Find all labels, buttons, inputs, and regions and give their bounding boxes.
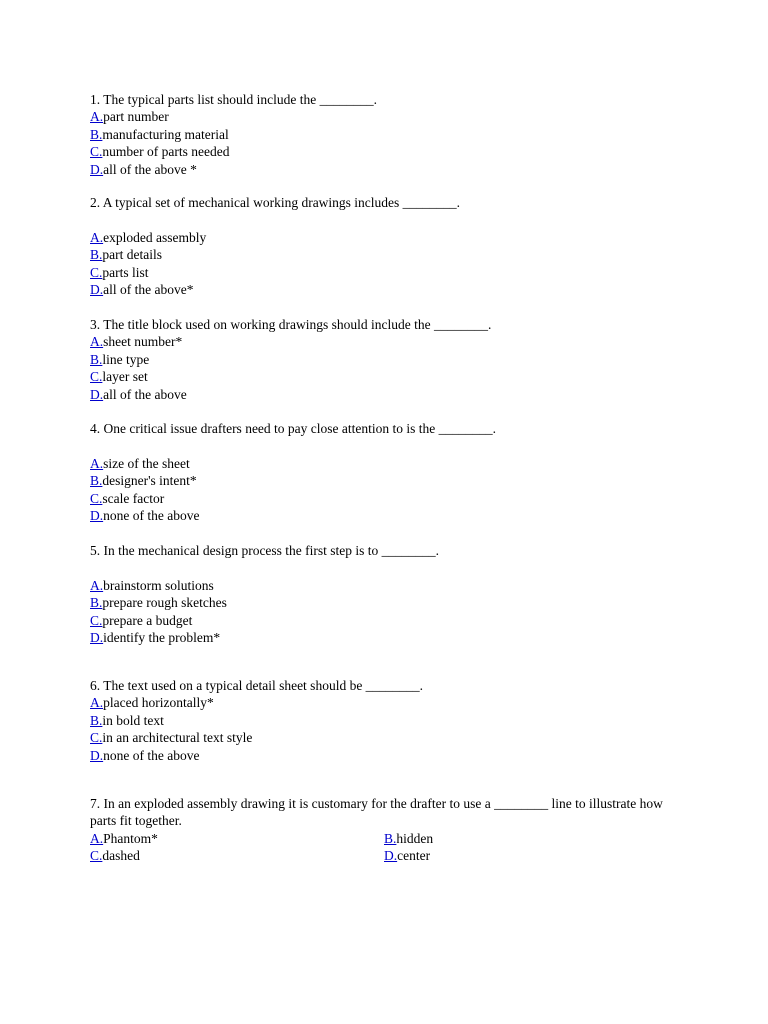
option-letter-link[interactable]: D. bbox=[90, 386, 104, 402]
option-a bbox=[90, 577, 690, 594]
option-d bbox=[90, 281, 690, 298]
option-text: exploded assembly bbox=[103, 229, 207, 245]
option-text: center bbox=[397, 848, 431, 864]
question-2 bbox=[90, 194, 690, 298]
option-c bbox=[90, 612, 690, 629]
option-d bbox=[90, 629, 690, 646]
option-c bbox=[90, 143, 690, 160]
option-b bbox=[90, 472, 690, 489]
option-text: size of the sheet bbox=[103, 455, 190, 471]
option-d bbox=[90, 747, 690, 764]
option-a bbox=[90, 455, 690, 472]
question-stem: 3. The title block used on working drawings should include the ________. bbox=[90, 317, 492, 332]
question-6 bbox=[90, 677, 690, 764]
option-text: part details bbox=[102, 247, 162, 263]
option-letter-link[interactable]: A. bbox=[90, 577, 104, 593]
option-text: part number bbox=[103, 109, 169, 125]
question-stem: 5. In the mechanical design process the first step is to ________. bbox=[90, 543, 440, 558]
option-b bbox=[90, 351, 690, 368]
question-stem: 7. In an exploded assembly drawing it is customary for the drafter to use a ________ line to illustrate how parts fit together. bbox=[90, 796, 663, 829]
option-c bbox=[90, 264, 690, 281]
option-a bbox=[90, 333, 690, 350]
option-letter-link[interactable]: A. bbox=[90, 229, 104, 245]
question-5 bbox=[90, 542, 690, 646]
option-d bbox=[90, 161, 690, 178]
question-stem: 4. One critical issue drafters need to pay close attention to is the ________. bbox=[90, 421, 497, 436]
option-letter-link[interactable]: B. bbox=[90, 351, 103, 367]
option-a bbox=[90, 229, 690, 246]
option-c bbox=[90, 368, 690, 385]
option-text: hidden bbox=[396, 830, 434, 846]
option-b bbox=[90, 712, 690, 729]
option-letter-link[interactable]: C. bbox=[90, 144, 103, 160]
option-letter-link[interactable]: D. bbox=[384, 848, 398, 864]
option-d bbox=[90, 386, 690, 403]
option-b bbox=[90, 594, 690, 611]
option-letter-link[interactable]: B. bbox=[90, 473, 103, 489]
option-text: in bold text bbox=[102, 712, 164, 728]
option-d bbox=[90, 507, 690, 524]
option-letter-link[interactable]: A. bbox=[90, 334, 104, 350]
option-text: in an architectural text style bbox=[102, 730, 253, 746]
option-text: identify the problem* bbox=[103, 629, 221, 645]
option-letter-link[interactable]: B. bbox=[90, 595, 103, 611]
options-grid bbox=[90, 830, 670, 865]
option-text: all of the above * bbox=[103, 161, 197, 177]
option-letter-link[interactable]: C. bbox=[90, 369, 103, 385]
option-c bbox=[90, 847, 384, 864]
option-text: brainstorm solutions bbox=[103, 577, 214, 593]
option-letter-link[interactable]: D. bbox=[90, 747, 104, 763]
option-d bbox=[384, 847, 678, 864]
option-text: parts list bbox=[102, 264, 149, 280]
option-letter-link[interactable]: D. bbox=[90, 629, 104, 645]
option-text: all of the above bbox=[103, 386, 187, 402]
option-a bbox=[90, 830, 384, 847]
option-letter-link[interactable]: A. bbox=[90, 830, 104, 846]
option-a bbox=[90, 694, 690, 711]
option-letter-link[interactable]: B. bbox=[90, 247, 103, 263]
question-4 bbox=[90, 420, 690, 524]
option-letter-link[interactable]: D. bbox=[90, 281, 104, 297]
option-text: layer set bbox=[102, 369, 148, 385]
question-stem: 6. The text used on a typical detail sheet should be ________. bbox=[90, 678, 424, 693]
option-text: line type bbox=[102, 351, 150, 367]
option-letter-link[interactable]: B. bbox=[384, 830, 397, 846]
option-letter-link[interactable]: D. bbox=[90, 507, 104, 523]
blank-line bbox=[90, 559, 690, 576]
option-text: Phantom* bbox=[103, 830, 158, 846]
blank-line bbox=[90, 211, 690, 228]
option-letter-link[interactable]: D. bbox=[90, 161, 104, 177]
option-a bbox=[90, 108, 690, 125]
option-text: designer's intent* bbox=[102, 473, 197, 489]
option-letter-link[interactable]: A. bbox=[90, 455, 104, 471]
option-text: sheet number* bbox=[103, 334, 183, 350]
option-text: number of parts needed bbox=[102, 144, 230, 160]
option-b bbox=[384, 830, 678, 847]
option-c bbox=[90, 490, 690, 507]
option-text: all of the above* bbox=[103, 281, 194, 297]
blank-line bbox=[90, 437, 690, 454]
option-text: placed horizontally* bbox=[103, 695, 214, 711]
option-letter-link[interactable]: B. bbox=[90, 712, 103, 728]
option-letter-link[interactable]: C. bbox=[90, 730, 103, 746]
option-letter-link[interactable]: A. bbox=[90, 695, 104, 711]
option-text: none of the above bbox=[103, 747, 200, 763]
option-text: scale factor bbox=[102, 490, 165, 506]
option-text: manufacturing material bbox=[102, 126, 229, 142]
option-letter-link[interactable]: A. bbox=[90, 109, 104, 125]
option-letter-link[interactable]: C. bbox=[90, 848, 103, 864]
option-text: none of the above bbox=[103, 507, 200, 523]
option-text: prepare rough sketches bbox=[102, 595, 227, 611]
option-letter-link[interactable]: B. bbox=[90, 126, 103, 142]
option-c bbox=[90, 729, 690, 746]
option-letter-link[interactable]: C. bbox=[90, 612, 103, 628]
question-3 bbox=[90, 316, 690, 403]
option-b bbox=[90, 246, 690, 263]
option-letter-link[interactable]: C. bbox=[90, 264, 103, 280]
question-1 bbox=[90, 91, 690, 178]
option-letter-link[interactable]: C. bbox=[90, 490, 103, 506]
question-stem: 2. A typical set of mechanical working drawings includes ________. bbox=[90, 195, 461, 210]
option-text: dashed bbox=[102, 848, 140, 864]
option-text: prepare a budget bbox=[102, 612, 193, 628]
option-b bbox=[90, 126, 690, 143]
question-stem: 1. The typical parts list should include the ________. bbox=[90, 92, 377, 107]
question-7 bbox=[90, 795, 670, 865]
